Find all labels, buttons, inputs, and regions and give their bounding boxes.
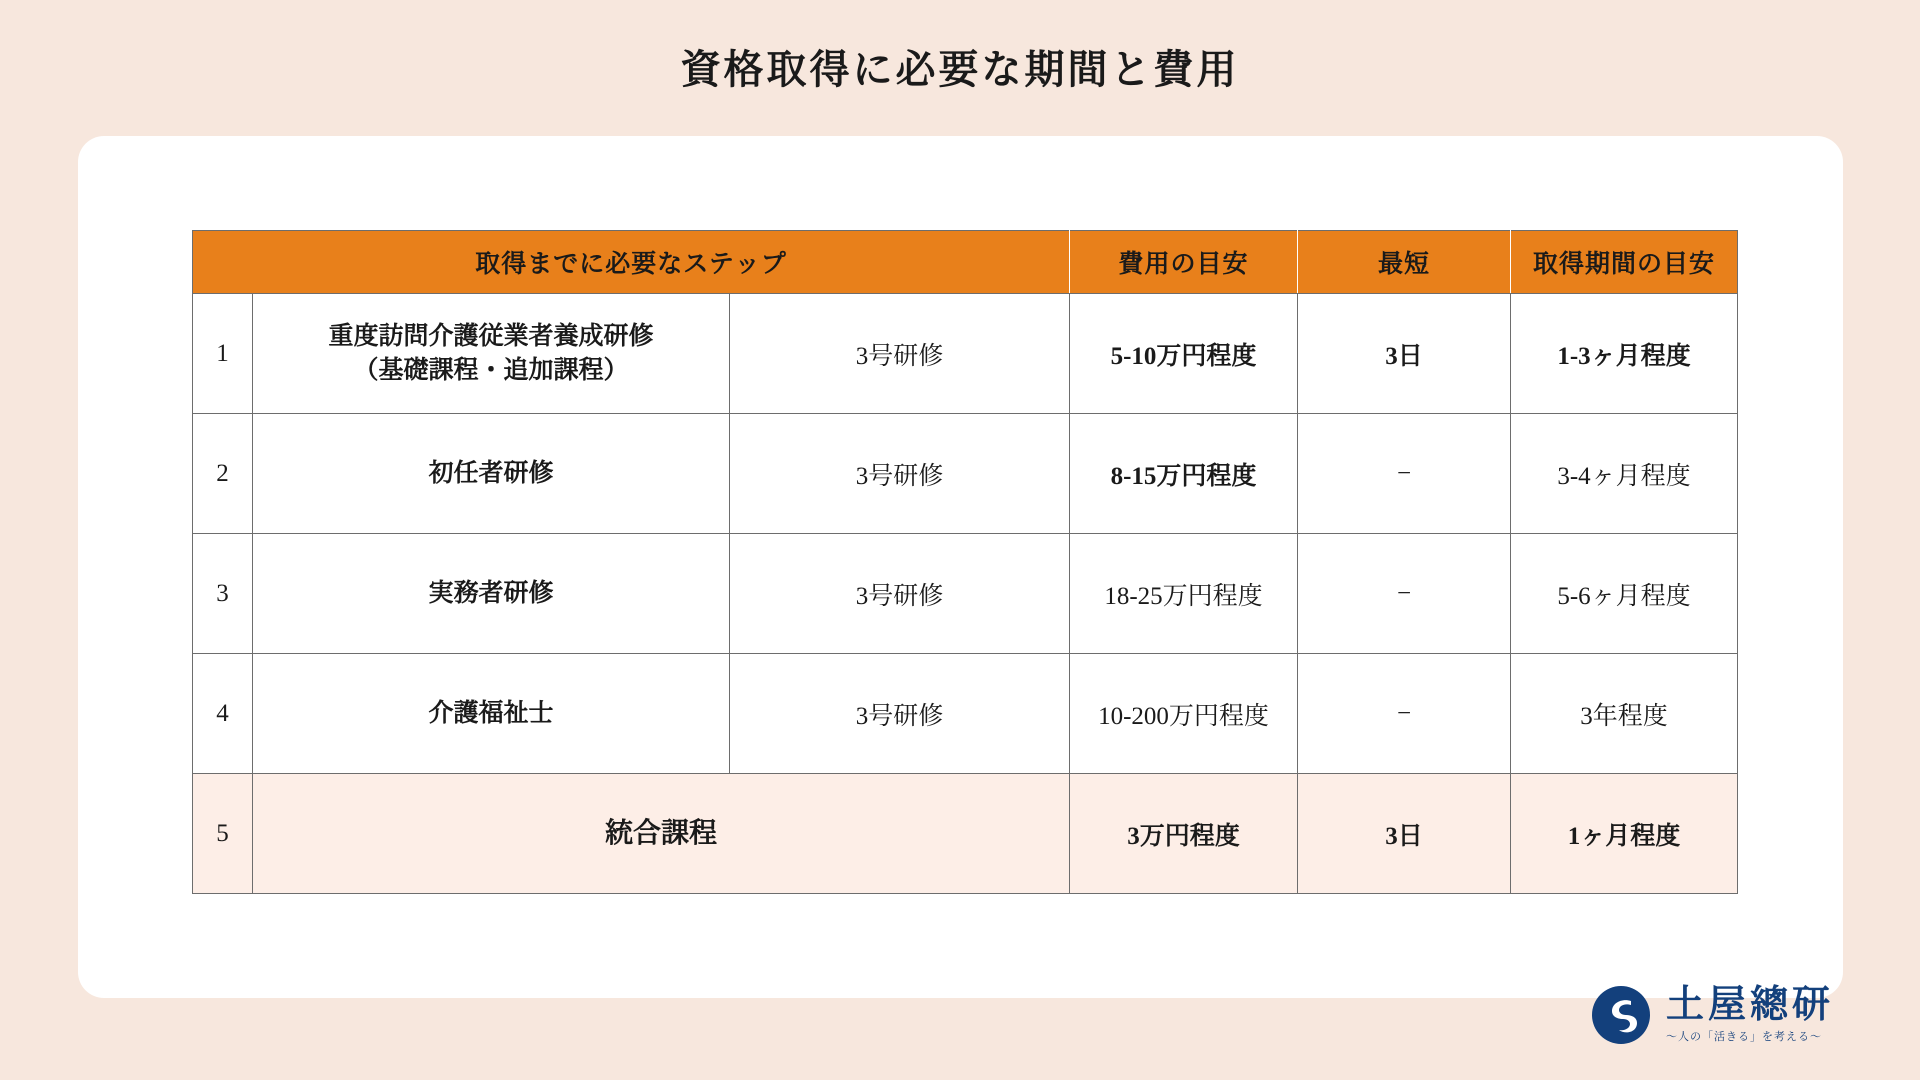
header-steps: 取得までに必要なステップ [193,231,1070,294]
min-duration-value: − [1298,414,1511,534]
qualification-table [192,230,1738,894]
row-number: 1 [193,294,253,414]
row-number: 4 [193,654,253,774]
period-value: 1ヶ月程度 [1511,774,1738,894]
header-min: 最短 [1298,231,1511,294]
swirl-logo-icon [1590,984,1652,1046]
step-subtype: 3号研修 [730,414,1070,534]
min-duration-value: 3日 [1298,294,1511,414]
period-value: 1-3ヶ月程度 [1511,294,1738,414]
cost-value: 10-200万円程度 [1070,654,1298,774]
cost-value: 3万円程度 [1070,774,1298,894]
cost-value: 8-15万円程度 [1070,414,1298,534]
step-name: 統合課程 [253,774,1070,894]
period-value: 5-6ヶ月程度 [1511,534,1738,654]
period-value: 3-4ヶ月程度 [1511,414,1738,534]
cost-value: 5-10万円程度 [1070,294,1298,414]
logo [1590,984,1834,1046]
table-header-row [193,231,1738,294]
table-row [193,294,1738,414]
step-name: 介護福祉士 [253,654,730,774]
step-name: 実務者研修 [253,534,730,654]
min-duration-value: − [1298,654,1511,774]
header-period: 取得期間の目安 [1511,231,1738,294]
step-subtype: 3号研修 [730,294,1070,414]
row-number: 5 [193,774,253,894]
step-name: 初任者研修 [253,414,730,534]
row-number: 3 [193,534,253,654]
table-row [193,414,1738,534]
min-duration-value: 3日 [1298,774,1511,894]
cost-value: 18-25万円程度 [1070,534,1298,654]
step-subtype: 3号研修 [730,534,1070,654]
logo-tagline: 〜人の「活きる」を考える〜 [1665,1030,1822,1043]
row-number: 2 [193,414,253,534]
table-row [193,654,1738,774]
step-name: 重度訪問介護従業者養成研修 （基礎課程・追加課程） [253,294,730,414]
period-value: 3年程度 [1511,654,1738,774]
table-row [193,534,1738,654]
step-subtype: 3号研修 [730,654,1070,774]
header-cost: 費用の目安 [1070,231,1298,294]
logo-name: 土屋總研 [1665,984,1834,1027]
page-title: 資格取得に必要な期間と費用 [680,47,1240,92]
table-row [193,774,1738,894]
qualification-table-container [192,230,1737,894]
table-body [193,294,1738,894]
min-duration-value: − [1298,534,1511,654]
